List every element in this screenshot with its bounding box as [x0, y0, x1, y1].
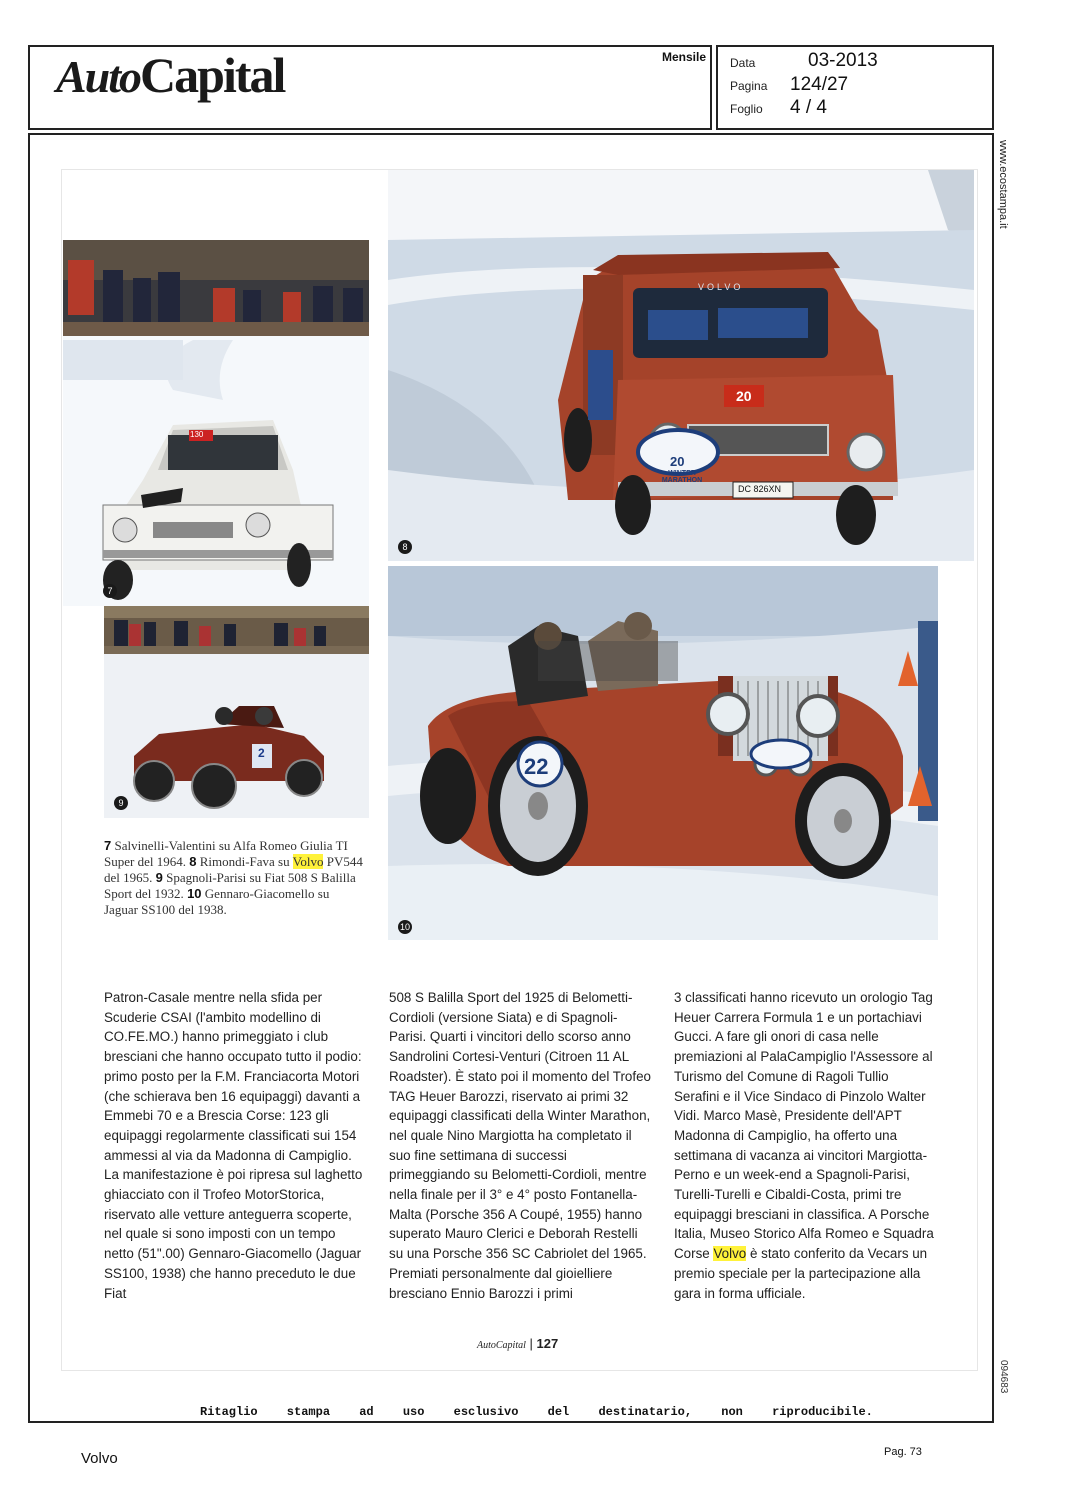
- frequency-label: Mensile: [662, 50, 707, 64]
- pagina-label: Pagina: [730, 79, 768, 93]
- foglio-label: Foglio: [730, 102, 763, 116]
- photo-number: 7: [103, 584, 117, 598]
- article-column-1: Patron-Casale mentre nella sfida per Scuderie CSAI (l'ambito modellino di CO.FE.MO.) hanno primeggiato i club bresciani che hanno occupato tutto il podio: primo posto per la F.M. Franciacorta Motori (che schierava ben 16 equipaggi) davanti a Emmebi 70 e a Brescia Corse: 123 gli equipaggi regolarmente classificati sui 154 ammessi al via da Madonna di Campiglio. La manifestazione è poi ripresa sul laghetto ghiacciato con il Trofeo MotorStorica, riservato alle vetture anteguerra scoperte, nel quale si sono imposti con un tempo netto (51".00) Gennaro-Giacomello (Jaguar SS100, 1938) che hanno preceduto le due Fiat: [104, 990, 363, 1301]
- source-url: www.ecostampa.it: [997, 140, 1009, 229]
- car-number: 20: [736, 388, 752, 404]
- publication-logo: AutoCapital: [56, 47, 285, 103]
- photo-caption: 7 Salvinelli-Valentini su Alfa Romeo Giulia TI Super del 1964. 8 Rimondi-Fava su Volvo PV544 del 1965. 9 Spagnoli-Parisi su Fiat 508 S Balilla Sport del 1932. 10 Gennaro-Giacomello su Jaguar SS100 del 1938.: [104, 838, 363, 917]
- clipping-notice: Ritaglio stampa ad uso esclusivo del destinatario, non riproducibile.: [200, 1405, 873, 1419]
- data-value: 03-2013: [808, 50, 878, 71]
- badge-number: 20: [670, 454, 685, 469]
- pagina-value: 124/27: [790, 74, 849, 95]
- car-number: 2: [258, 746, 265, 760]
- photo-fiat-balilla: [104, 606, 369, 818]
- client-brand: Volvo: [81, 1450, 118, 1467]
- page-number: Pag. 73: [884, 1446, 922, 1458]
- car-number: 130: [190, 430, 204, 439]
- foglio-value: 4 / 4: [790, 97, 827, 118]
- license-plate: DC 826XN: [738, 484, 782, 494]
- highlight-volvo: Volvo: [713, 1246, 747, 1262]
- badge-text: WINTER MARATHON: [661, 470, 703, 484]
- photo-number: 8: [398, 540, 412, 554]
- windshield-text: VOLVO: [698, 282, 744, 292]
- photo-number: 10: [399, 922, 410, 932]
- article-column-3: 3 classificati hanno ricevuto un orologio Tag Heuer Carrera Formula 1 e un portachiavi Gucci. A fare gli onori di casa nelle premiazioni al PalaCampiglio l'Assessore al Turismo del Comune di Ragoli Tullio Serafini e il Vice Sindaco di Pinzolo Walter Vidi. Marco Masè, Presidente dell'APT Madonna di Campiglio, ha offerto una settimana di vacanza ai vincitori Margiotta-Perno e un week-end a Spagnoli-Parisi, Turelli-Turelli e Cibaldi-Costa, primi tre equipaggi bresciani in classifica. A Porsche Italia, Museo Storico Alfa Romeo e Squadra Corse Volvo è stato conferito da Vecars un premio speciale per la partecipazione alla gara in forma ufficiale.: [674, 990, 934, 1301]
- photo-volvo: [388, 170, 974, 561]
- page-folio: AutoCapital | 127: [477, 1336, 559, 1351]
- photo-alfa-romeo: [63, 240, 369, 606]
- photo-number: 9: [114, 796, 128, 810]
- data-label: Data: [730, 56, 756, 70]
- article-column-2: 508 S Balilla Sport del 1925 di Belometti-Cordioli (versione Siata) e di Spagnoli-Parisi. Quarti i vincitori dello scorso anno Sandrolini Cortesi-Venturi (Citroen 11 AL Roadster). È stato poi il momento del Trofeo TAG Heuer Barozzi, riservato ai primi 32 equipaggi classificati della Winter Marathon, nel quale Nino Margiotta ha completato il suo fine settimana di successi primeggiando su Belometti-Cordioli, mentre nella finale per il 3° e 4° posto Fontanella-Malta (Porsche 356 A Coupé, 1955) hanno superato Mauro Clerici e Deborah Restelli su una Porsche 356 SC Cabriolet del 1965. Premiati personalmente dal gioielliere bresciano Ennio Barozzi i primi: [389, 990, 651, 1301]
- highlight-volvo: Volvo: [292, 854, 324, 869]
- photo-jaguar: [388, 566, 938, 940]
- clipping-code: 094683: [998, 1360, 1009, 1394]
- car-number: 22: [524, 754, 549, 779]
